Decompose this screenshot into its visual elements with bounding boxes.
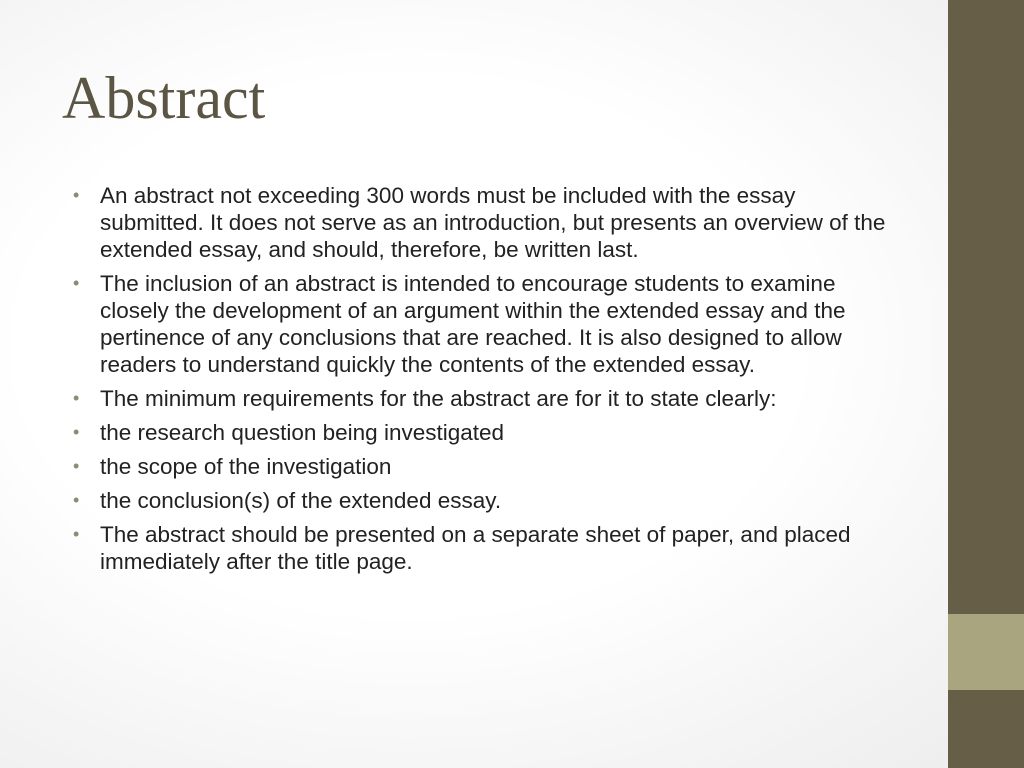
bullet-item [73,521,903,575]
bullet-text: The inclusion of an abstract is intended to encourage students to examine closely the development of an argument within the extended essay and the pertinence of any conclusions that are reached. It is also designed to allow readers to understand quickly the contents of the extended essay. [100,271,846,377]
bullet-list [73,182,903,582]
bullet-icon: • [73,273,80,293]
bullet-item [73,385,903,412]
bullet-icon: • [73,185,80,205]
side-decoration-accent [948,614,1024,690]
bullet-text: The minimum requirements for the abstract are for it to state clearly: [100,386,777,411]
bullet-item [73,270,903,378]
slide-title: Abstract [62,65,266,131]
bullet-text: An abstract not exceeding 300 words must be included with the essay submitted. It does not serve as an introduction, but presents an overview of the extended essay, and should, therefore, be written last. [100,183,886,262]
bullet-icon: • [73,456,80,476]
bullet-item [73,419,903,446]
bullet-icon: • [73,490,80,510]
bullet-icon: • [73,524,80,544]
bullet-item [73,182,903,263]
bullet-item [73,487,903,514]
bullet-text: The abstract should be presented on a separate sheet of paper, and placed immediately after the title page. [100,522,851,574]
bullet-icon: • [73,422,80,442]
bullet-item [73,453,903,480]
bullet-icon: • [73,388,80,408]
bullet-text: the conclusion(s) of the extended essay. [100,488,502,513]
bullet-text: the scope of the investigation [100,454,392,479]
bullet-text: the research question being investigated [100,420,505,445]
